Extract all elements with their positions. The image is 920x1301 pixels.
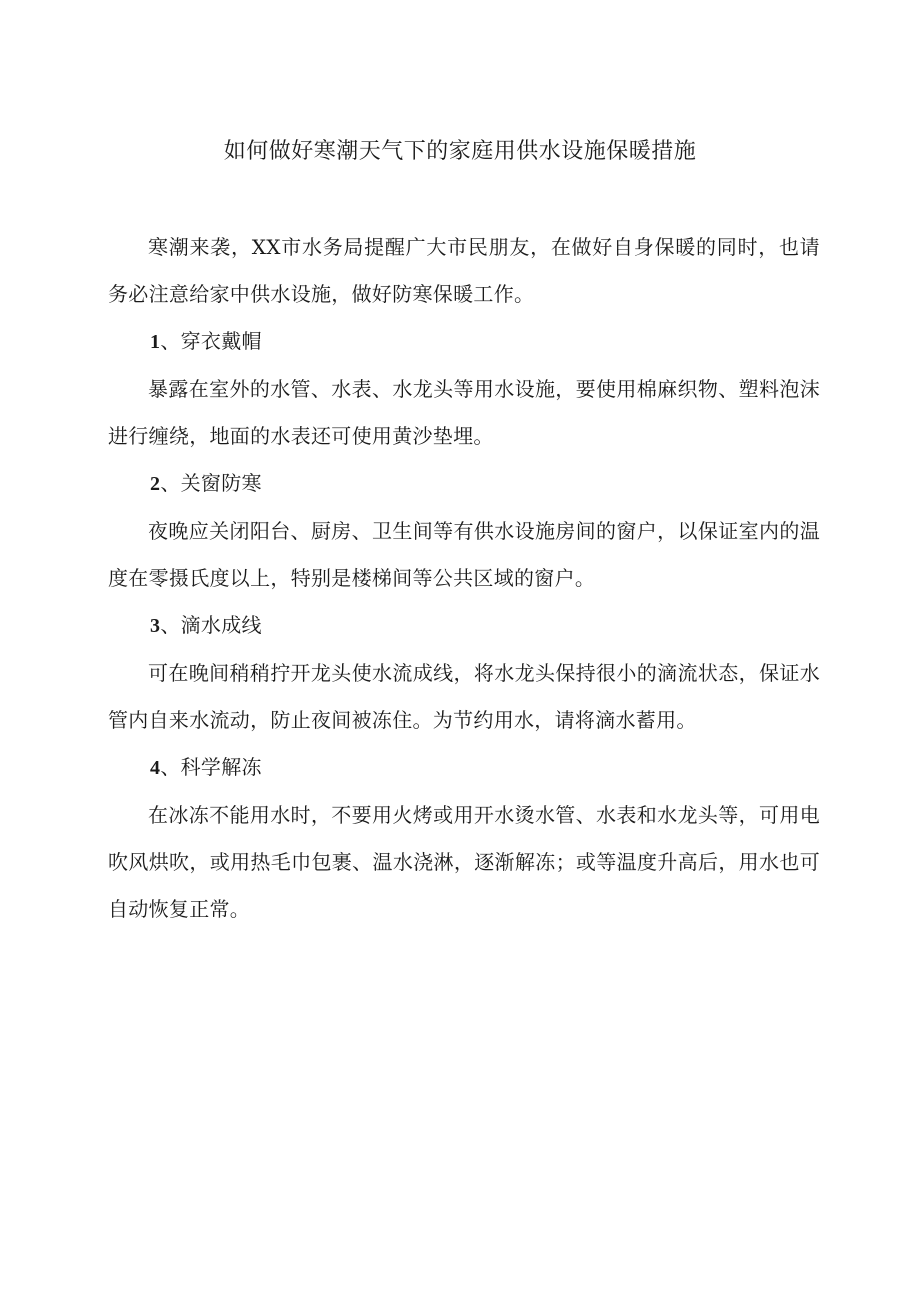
document-body <box>108 224 820 933</box>
section-heading-text: 、科学解冻 <box>160 755 262 779</box>
section-number: 2 <box>150 473 161 495</box>
section-body: 在冰冻不能用水时，不要用火烤或用开水烫水管、水表和水龙头等，可用电吹风烘吹，或用热毛巾包裹、温水浇淋，逐渐解冻；或等温度升高后，用水也可自动恢复正常。 <box>108 803 820 921</box>
section-1 <box>108 318 820 460</box>
section-number: 1 <box>150 331 161 353</box>
section-body: 暴露在室外的水管、水表、水龙头等用水设施，要使用棉麻织物、塑料泡沫进行缠绕，地面的水表还可使用黄沙垫埋。 <box>108 377 820 448</box>
section-number: 3 <box>150 615 161 637</box>
section-heading-text: 、穿衣戴帽 <box>160 329 262 353</box>
section-heading <box>108 602 820 650</box>
section-body: 夜晚应关闭阳台、厨房、卫生间等有供水设施房间的窗户，以保证室内的温度在零摄氏度以上，特别是楼梯间等公共区域的窗户。 <box>108 519 820 590</box>
section-heading <box>108 744 820 792</box>
section-4 <box>108 744 820 933</box>
intro-paragraph: 寒潮来袭，XX市水务局提醒广大市民朋友，在做好自身保暖的同时，也请务必注意给家中供水设施，做好防寒保暖工作。 <box>108 235 820 306</box>
section-body: 可在晚间稍稍拧开龙头使水流成线，将水龙头保持很小的滴流状态，保证水管内自来水流动，防止夜间被冻住。为节约用水，请将滴水蓄用。 <box>108 661 820 732</box>
section-number: 4 <box>150 757 161 779</box>
section-heading-text: 、滴水成线 <box>160 613 262 637</box>
section-heading <box>108 318 820 366</box>
section-2 <box>108 460 820 602</box>
section-3 <box>108 602 820 744</box>
section-heading <box>108 460 820 508</box>
document-title: 如何做好寒潮天气下的家庭用供水设施保暖措施 <box>223 139 697 164</box>
section-heading-text: 、关窗防寒 <box>160 471 262 495</box>
